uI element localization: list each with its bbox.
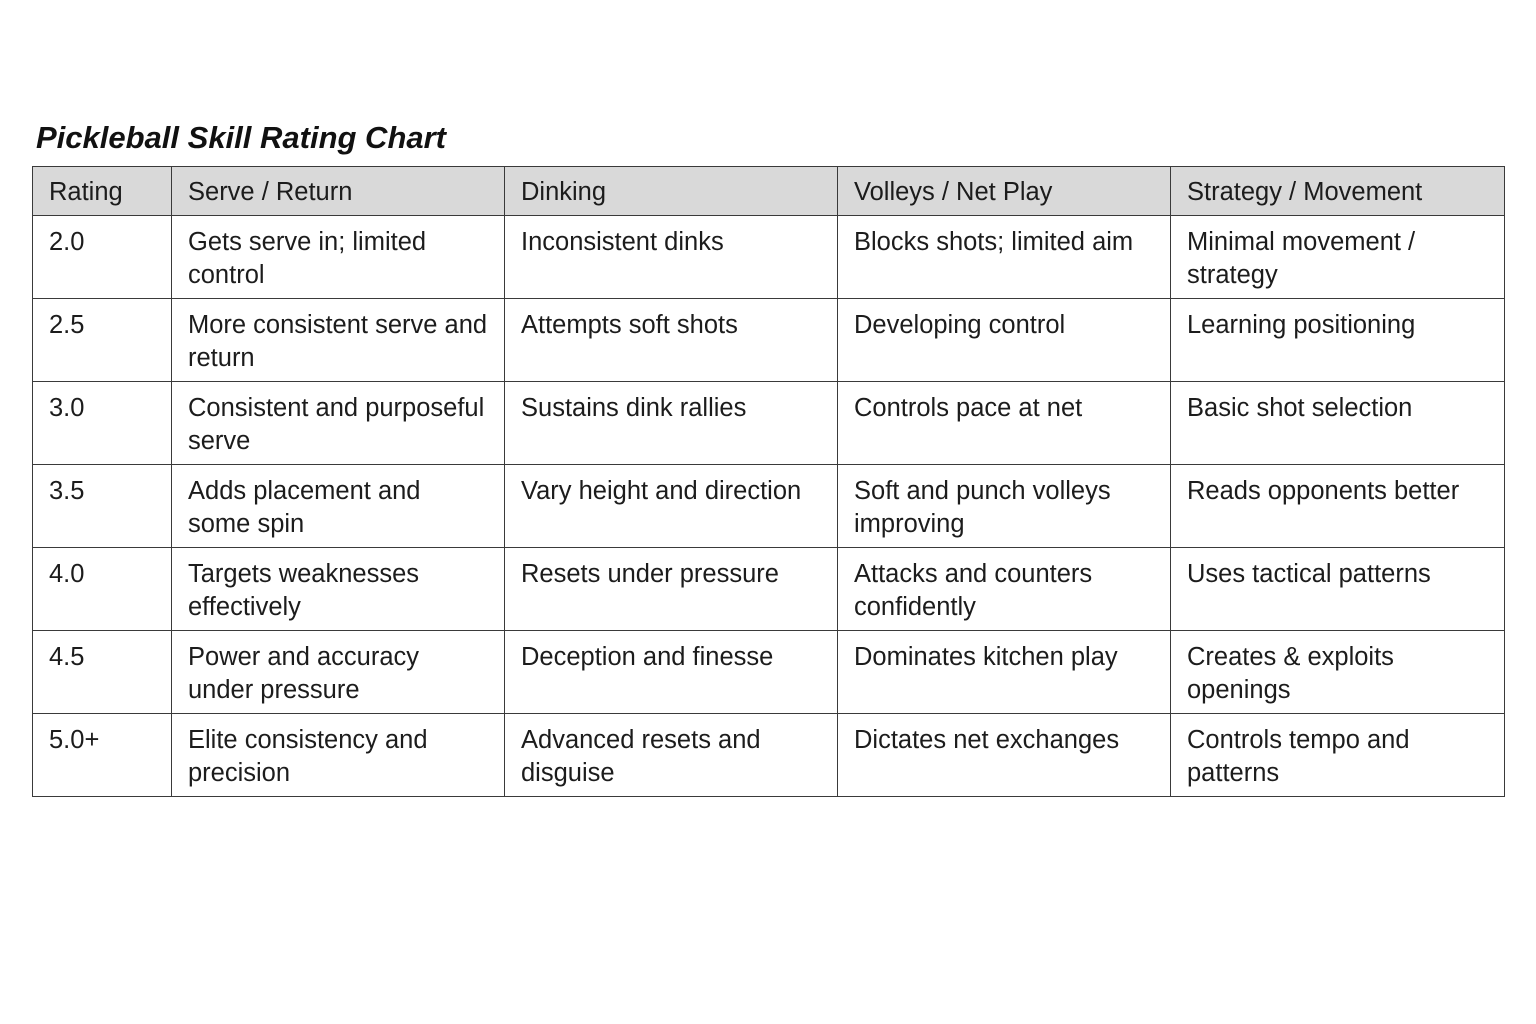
cell-rating: 3.5 <box>33 465 172 548</box>
header-serve-return: Serve / Return <box>172 167 505 216</box>
table-header-row <box>33 167 1505 216</box>
cell-dinking: Sustains dink rallies <box>505 382 838 465</box>
table-row <box>33 216 1505 299</box>
cell-strategy-movement: Basic shot selection <box>1171 382 1505 465</box>
cell-serve-return: Adds placement and some spin <box>172 465 505 548</box>
cell-volleys-net-play: Controls pace at net <box>838 382 1171 465</box>
header-volleys-net-play: Volleys / Net Play <box>838 167 1171 216</box>
cell-rating: 4.0 <box>33 548 172 631</box>
cell-rating: 2.0 <box>33 216 172 299</box>
cell-serve-return: Consistent and purposeful serve <box>172 382 505 465</box>
cell-strategy-movement: Learning positioning <box>1171 299 1505 382</box>
cell-serve-return: Gets serve in; limited control <box>172 216 505 299</box>
cell-strategy-movement: Minimal movement / strategy <box>1171 216 1505 299</box>
header-dinking: Dinking <box>505 167 838 216</box>
cell-rating: 3.0 <box>33 382 172 465</box>
cell-rating: 5.0+ <box>33 714 172 797</box>
cell-rating: 4.5 <box>33 631 172 714</box>
table-row <box>33 382 1505 465</box>
cell-dinking: Deception and finesse <box>505 631 838 714</box>
cell-rating: 2.5 <box>33 299 172 382</box>
cell-volleys-net-play: Blocks shots; limited aim <box>838 216 1171 299</box>
cell-serve-return: Elite consistency and precision <box>172 714 505 797</box>
document-title: Pickleball Skill Rating Chart <box>36 120 447 155</box>
cell-volleys-net-play: Dictates net exchanges <box>838 714 1171 797</box>
cell-volleys-net-play: Soft and punch volleys improving <box>838 465 1171 548</box>
cell-dinking: Resets under pressure <box>505 548 838 631</box>
cell-strategy-movement: Reads opponents better <box>1171 465 1505 548</box>
cell-strategy-movement: Controls tempo and patterns <box>1171 714 1505 797</box>
cell-serve-return: Targets weaknesses effectively <box>172 548 505 631</box>
table-row <box>33 548 1505 631</box>
table-row <box>33 465 1505 548</box>
header-strategy-movement: Strategy / Movement <box>1171 167 1505 216</box>
cell-volleys-net-play: Dominates kitchen play <box>838 631 1171 714</box>
skill-rating-table <box>32 166 1505 797</box>
cell-serve-return: More consistent serve and return <box>172 299 505 382</box>
table-row <box>33 631 1505 714</box>
cell-volleys-net-play: Developing control <box>838 299 1171 382</box>
table-row <box>33 299 1505 382</box>
cell-strategy-movement: Uses tactical patterns <box>1171 548 1505 631</box>
cell-strategy-movement: Creates & exploits openings <box>1171 631 1505 714</box>
cell-dinking: Attempts soft shots <box>505 299 838 382</box>
cell-dinking: Vary height and direction <box>505 465 838 548</box>
cell-volleys-net-play: Attacks and counters confidently <box>838 548 1171 631</box>
cell-dinking: Advanced resets and disguise <box>505 714 838 797</box>
table-row <box>33 714 1505 797</box>
cell-serve-return: Power and accuracy under pressure <box>172 631 505 714</box>
header-rating: Rating <box>33 167 172 216</box>
cell-dinking: Inconsistent dinks <box>505 216 838 299</box>
